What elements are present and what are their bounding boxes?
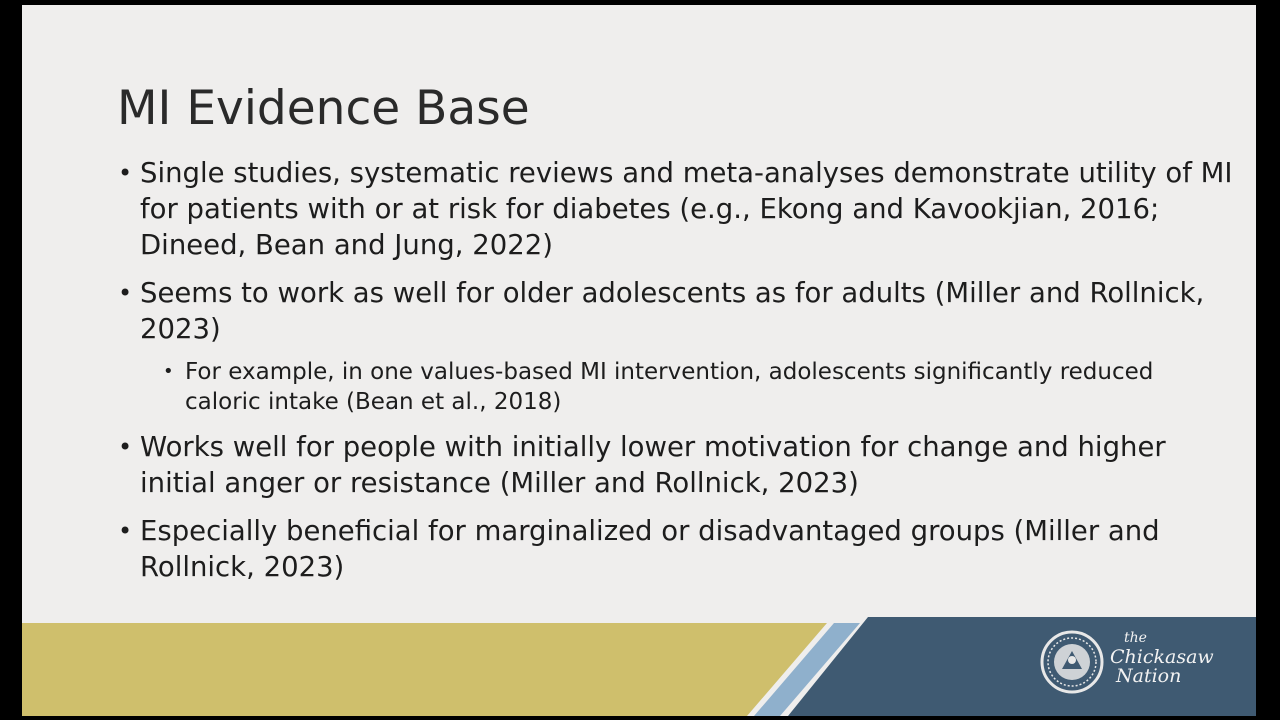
sub-bullet-text: For example, in one values-based MI intervention, adolescents significantly reduced caloric intake (Bean et al., 2018) <box>185 359 1154 415</box>
chickasaw-seal-icon <box>1040 629 1104 695</box>
slide <box>22 5 1256 716</box>
bullet-item <box>116 429 1236 501</box>
bullet-item <box>116 275 1236 347</box>
bullet-text: Works well for people with initially lower motivation for change and higher initial anger or resistance (Miller and Rollnick, 2023) <box>140 431 1166 499</box>
sub-bullet-dot: • <box>163 361 174 382</box>
bullet-dot: • <box>118 279 133 307</box>
bullet-text: Especially beneficial for marginalized or disadvantaged groups (Miller and Rollnick, 2023) <box>140 515 1160 583</box>
chickasaw-nation-logo <box>1040 629 1220 695</box>
bullet-dot: • <box>118 517 133 545</box>
logo-text-chickasaw: Chickasaw <box>1110 646 1214 668</box>
slide-title: MI Evidence Base <box>117 81 530 136</box>
bullet-item <box>116 155 1236 263</box>
logo-text-the: the <box>1124 630 1147 646</box>
bullet-text: Seems to work as well for older adolescents as for adults (Miller and Rollnick, 2023) <box>140 277 1205 345</box>
bullet-dot: • <box>118 159 133 187</box>
bullet-dot: • <box>118 433 133 461</box>
bullet-item <box>116 513 1236 585</box>
logo-text-nation: Nation <box>1116 665 1182 687</box>
bullet-text: Single studies, systematic reviews and meta-analyses demonstrate utility of MI for patients with or at risk for diabetes (e.g., Ekong and Kavookjian, 2016; Dineed, Bean and Jung, 2022) <box>140 157 1233 261</box>
footer-gold-band <box>22 623 827 716</box>
sub-bullet-item <box>116 357 1236 417</box>
logo-wordmark <box>1110 629 1214 686</box>
bullet-list <box>116 155 1236 597</box>
